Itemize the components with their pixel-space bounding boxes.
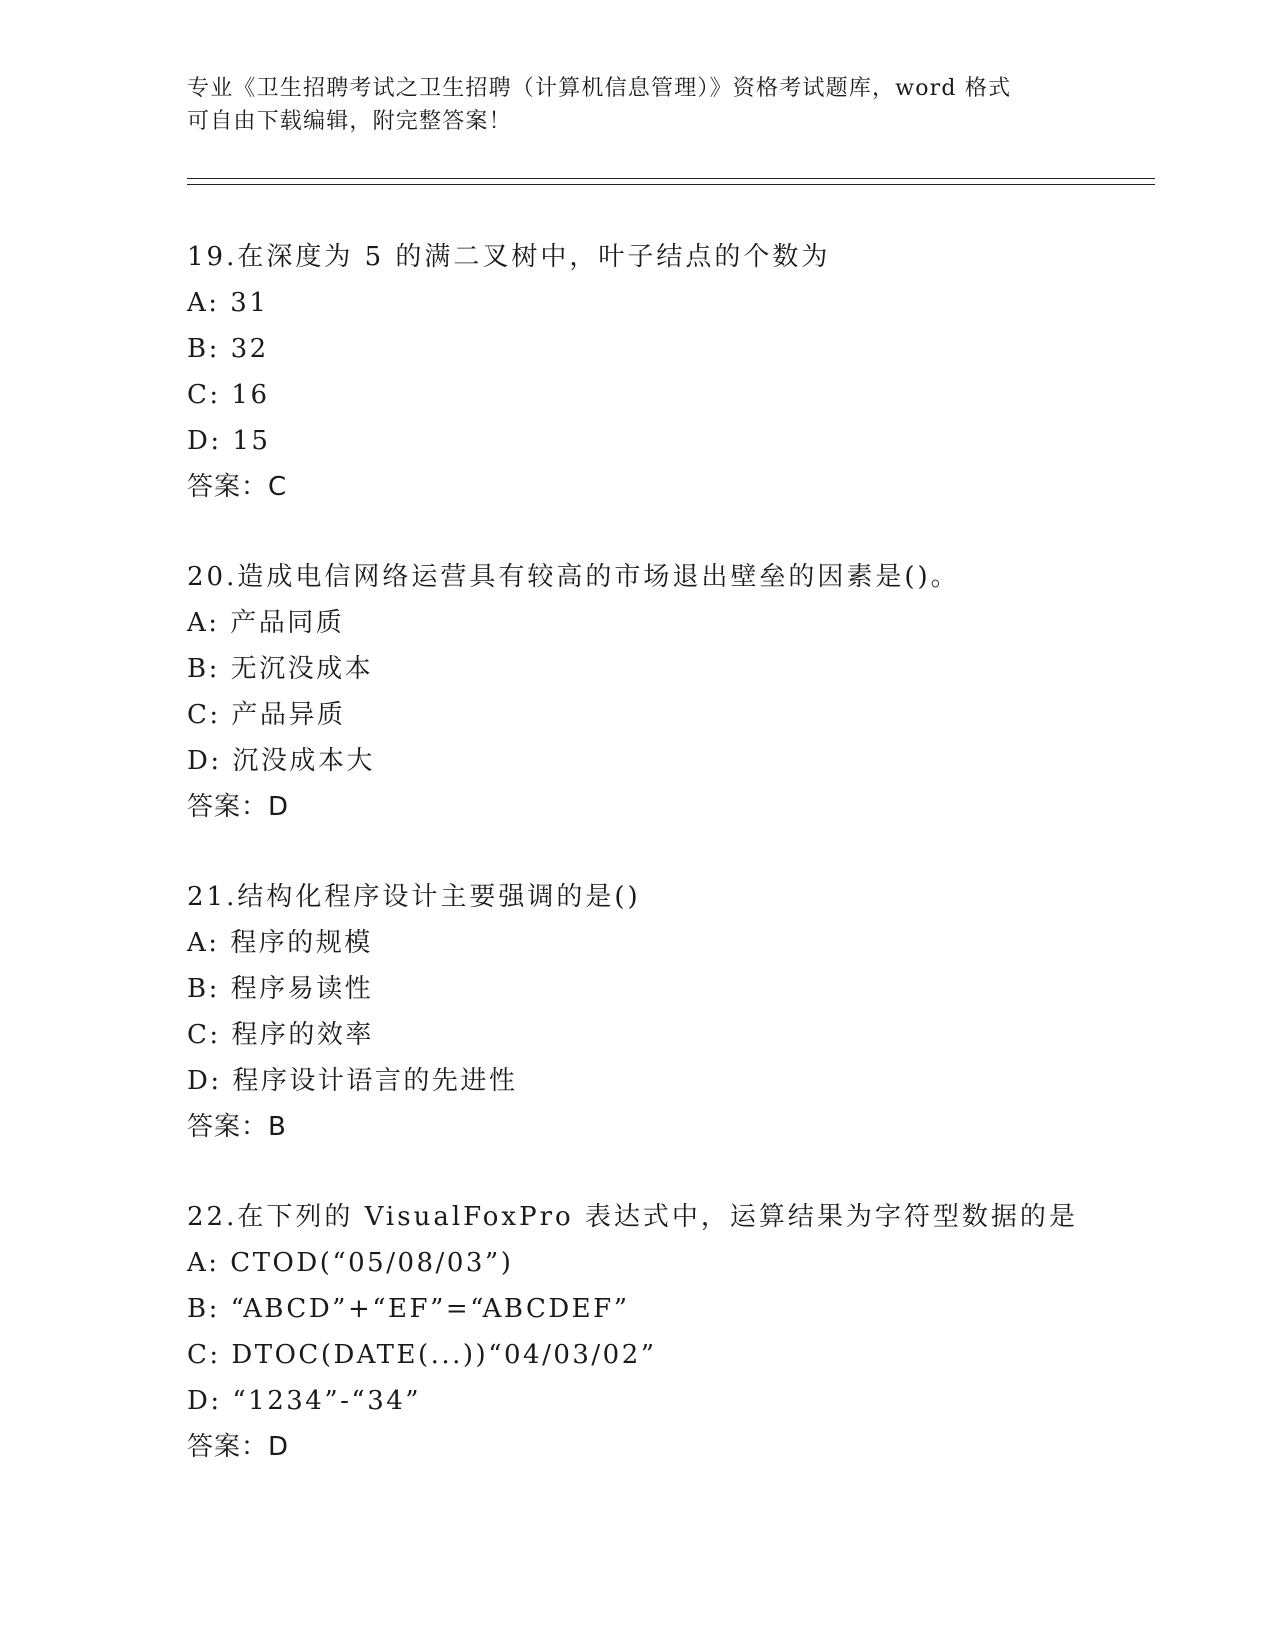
option-a: A: 31 [187, 288, 269, 318]
question-19 [187, 234, 1147, 510]
option-b: B: 程序易读性 [187, 974, 374, 1004]
answer-label: 答案：B [187, 1112, 287, 1142]
question-title: 21.结构化程序设计主要强调的是() [187, 882, 641, 912]
option-c: C: 程序的效率 [187, 1020, 374, 1050]
option-b: B: 32 [187, 334, 269, 364]
option-c: C: DTOC(DATE(...))“04/03/02” [187, 1340, 657, 1370]
option-d: D: “1234”-“34” [187, 1386, 422, 1416]
question-title: 22.在下列的 VisualFoxPro 表达式中，运算结果为字符型数据的是 [187, 1202, 1078, 1232]
option-b: B: “ABCD”+“EF”=“ABCDEF” [187, 1294, 630, 1324]
option-a: A: CTOD(“05/08/03”) [187, 1248, 514, 1278]
question-title: 20.造成电信网络运营具有较高的市场退出壁垒的因素是()。 [187, 562, 960, 592]
option-b: B: 无沉没成本 [187, 654, 374, 684]
header-line-2: 可自由下载编辑，附完整答案！ [187, 109, 512, 134]
option-a: A: 产品同质 [187, 608, 345, 638]
answer-label: 答案：C [187, 472, 288, 502]
option-c: C: 16 [187, 380, 270, 410]
question-22 [187, 1194, 1147, 1470]
option-d: D: 沉没成本大 [187, 746, 375, 776]
option-d: D: 15 [187, 426, 271, 456]
header-divider-bottom [187, 184, 1155, 185]
answer-label: 答案：D [187, 792, 290, 822]
question-title: 19.在深度为 5 的满二叉树中，叶子结点的个数为 [187, 242, 831, 272]
document-header [187, 72, 1087, 138]
question-20 [187, 554, 1147, 830]
header-divider-top [187, 178, 1155, 179]
header-line-1: 专业《卫生招聘考试之卫生招聘（计算机信息管理）》资格考试题库，word 格式 [187, 76, 1012, 101]
answer-label: 答案：D [187, 1432, 290, 1462]
question-21 [187, 874, 1147, 1150]
option-d: D: 程序设计语言的先进性 [187, 1066, 518, 1096]
option-c: C: 产品异质 [187, 700, 346, 730]
option-a: A: 程序的规模 [187, 928, 373, 958]
